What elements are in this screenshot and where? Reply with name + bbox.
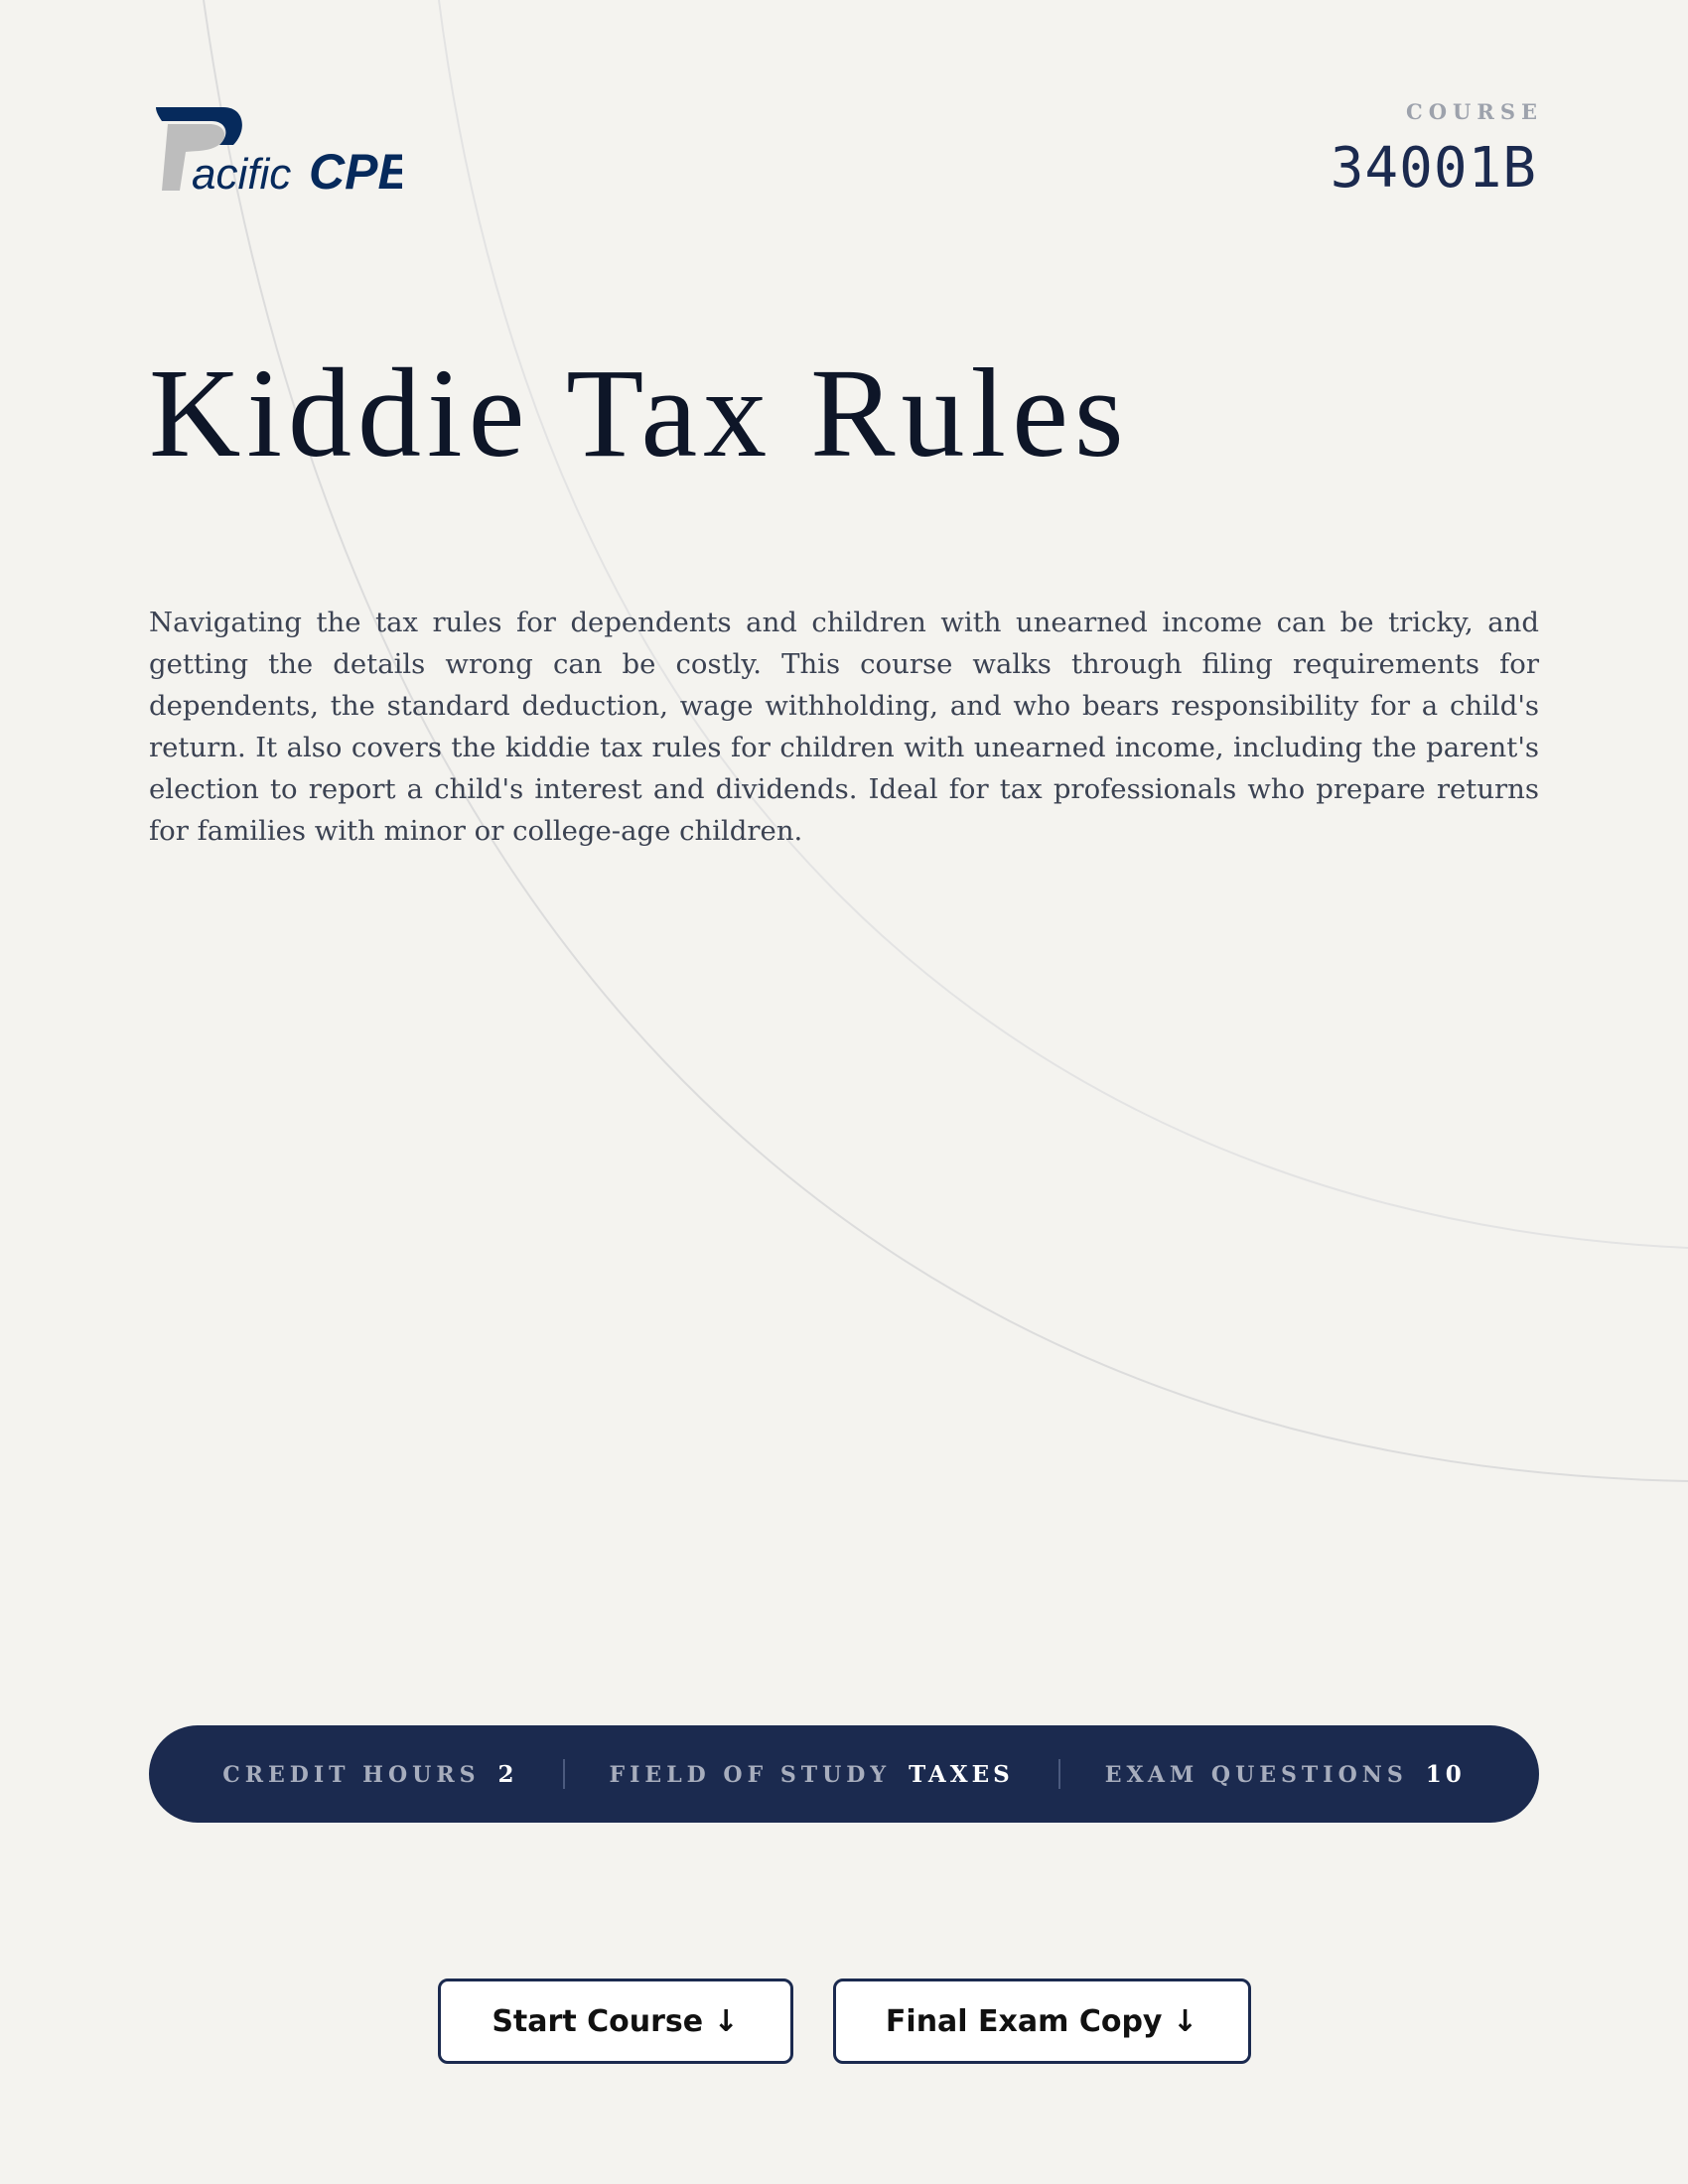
logo-text-bold: CPE — [309, 144, 402, 197]
exam-questions-label: EXAM QUESTIONS — [1104, 1761, 1408, 1788]
pacific-p-logo-icon — [154, 105, 402, 197]
page-title: Kiddie Tax Rules — [149, 342, 1130, 483]
field-of-study-item — [565, 1761, 1058, 1788]
course-number: 34001B — [1330, 136, 1537, 201]
start-course-button[interactable]: Start Course ↓ — [438, 1979, 793, 2064]
credit-hours-value: 2 — [497, 1760, 518, 1788]
course-label: COURSE — [1406, 99, 1543, 124]
credit-hours-label: CREDIT HOURS — [222, 1761, 481, 1788]
exam-questions-item — [1060, 1761, 1510, 1788]
course-description: Navigating the tax rules for dependents and children with unearned income can be tricky, and getting the details wrong can be costly. This course walks through filing requirements for dependents, the standard deduction, wage withholding, and who bears responsibility for a child's return. It also covers the kiddie tax rules for children with unearned income, including the parent's election to report a child's interest and dividends. Ideal for tax professionals who prepare returns for families with minor or college-age children. — [149, 607, 1539, 847]
field-of-study-value: TAXES — [909, 1760, 1014, 1788]
course-block — [1330, 99, 1543, 201]
action-buttons — [0, 1979, 1688, 2064]
exam-questions-value: 10 — [1425, 1760, 1466, 1788]
final-exam-copy-button[interactable]: Final Exam Copy ↓ — [833, 1979, 1251, 2064]
field-of-study-label: FIELD OF STUDY — [609, 1761, 892, 1788]
course-info-bar — [149, 1725, 1539, 1823]
pacific-cpe-logo[interactable] — [154, 105, 402, 197]
credit-hours-item — [178, 1761, 562, 1788]
logo-text-light: acific — [192, 150, 292, 197]
